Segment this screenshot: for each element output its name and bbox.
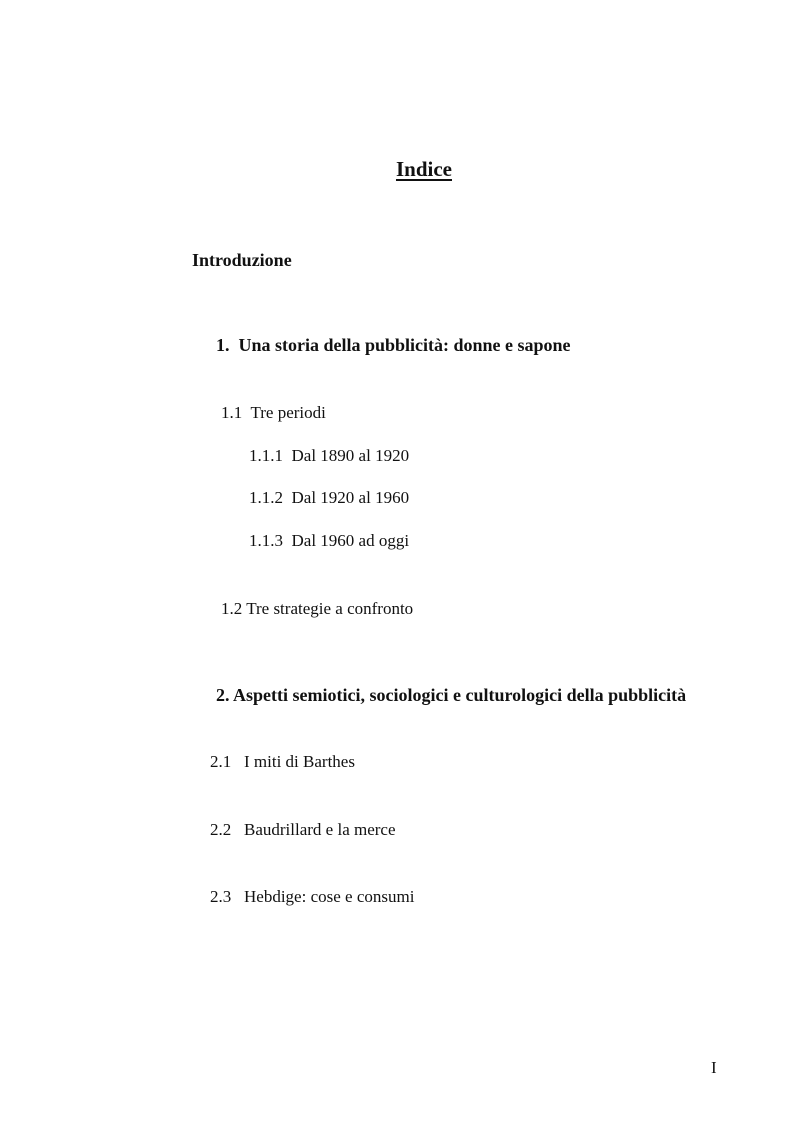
chapter-2-title: Aspetti semiotici, sociologici e culturologici della pubblicità (233, 685, 687, 705)
page-title: Indice (395, 157, 452, 181)
section-2-1-number: 2.1 (210, 752, 232, 771)
subsection-1-1-2-number: 1.1.2 (249, 488, 283, 507)
section-1-1-title: Tre periodi (250, 403, 326, 422)
subsection-1-1-1-number: 1.1.1 (249, 446, 283, 465)
toc-section-2-2 (210, 821, 396, 838)
toc-subsection-1-1-1 (249, 447, 409, 464)
subsection-1-1-3-number: 1.1.3 (249, 531, 283, 550)
toc-section-2-1 (210, 753, 355, 770)
section-2-3-number: 2.3 (210, 887, 232, 906)
section-2-1-title: I miti di Barthes (244, 752, 355, 771)
toc-chapter-2 (216, 686, 686, 704)
section-2-2-title: Baudrillard e la merce (244, 820, 396, 839)
toc-introduction: Introduzione (192, 250, 292, 270)
toc-section-1-1 (221, 404, 326, 421)
toc-section-1-2 (221, 600, 413, 617)
toc-chapter-1 (216, 336, 571, 354)
section-1-1-number: 1.1 (221, 403, 243, 422)
page-number: I (711, 1058, 717, 1077)
section-2-3-title: Hebdige: cose e consumi (244, 887, 415, 906)
section-2-2-number: 2.2 (210, 820, 232, 839)
chapter-2-number: 2. (216, 685, 230, 705)
subsection-1-1-3-title: Dal 1960 ad oggi (291, 531, 410, 550)
toc-subsection-1-1-3 (249, 532, 409, 549)
section-1-2-title: Tre strategie a confronto (246, 599, 414, 618)
section-1-2-number: 1.2 (221, 599, 243, 618)
subsection-1-1-1-title: Dal 1890 al 1920 (291, 446, 410, 465)
toc-section-2-3 (210, 888, 414, 905)
chapter-1-title: Una storia della pubblicità: donne e sapone (238, 335, 571, 355)
toc-subsection-1-1-2 (249, 489, 409, 506)
subsection-1-1-2-title: Dal 1920 al 1960 (291, 488, 410, 507)
chapter-1-number: 1. (216, 335, 230, 355)
